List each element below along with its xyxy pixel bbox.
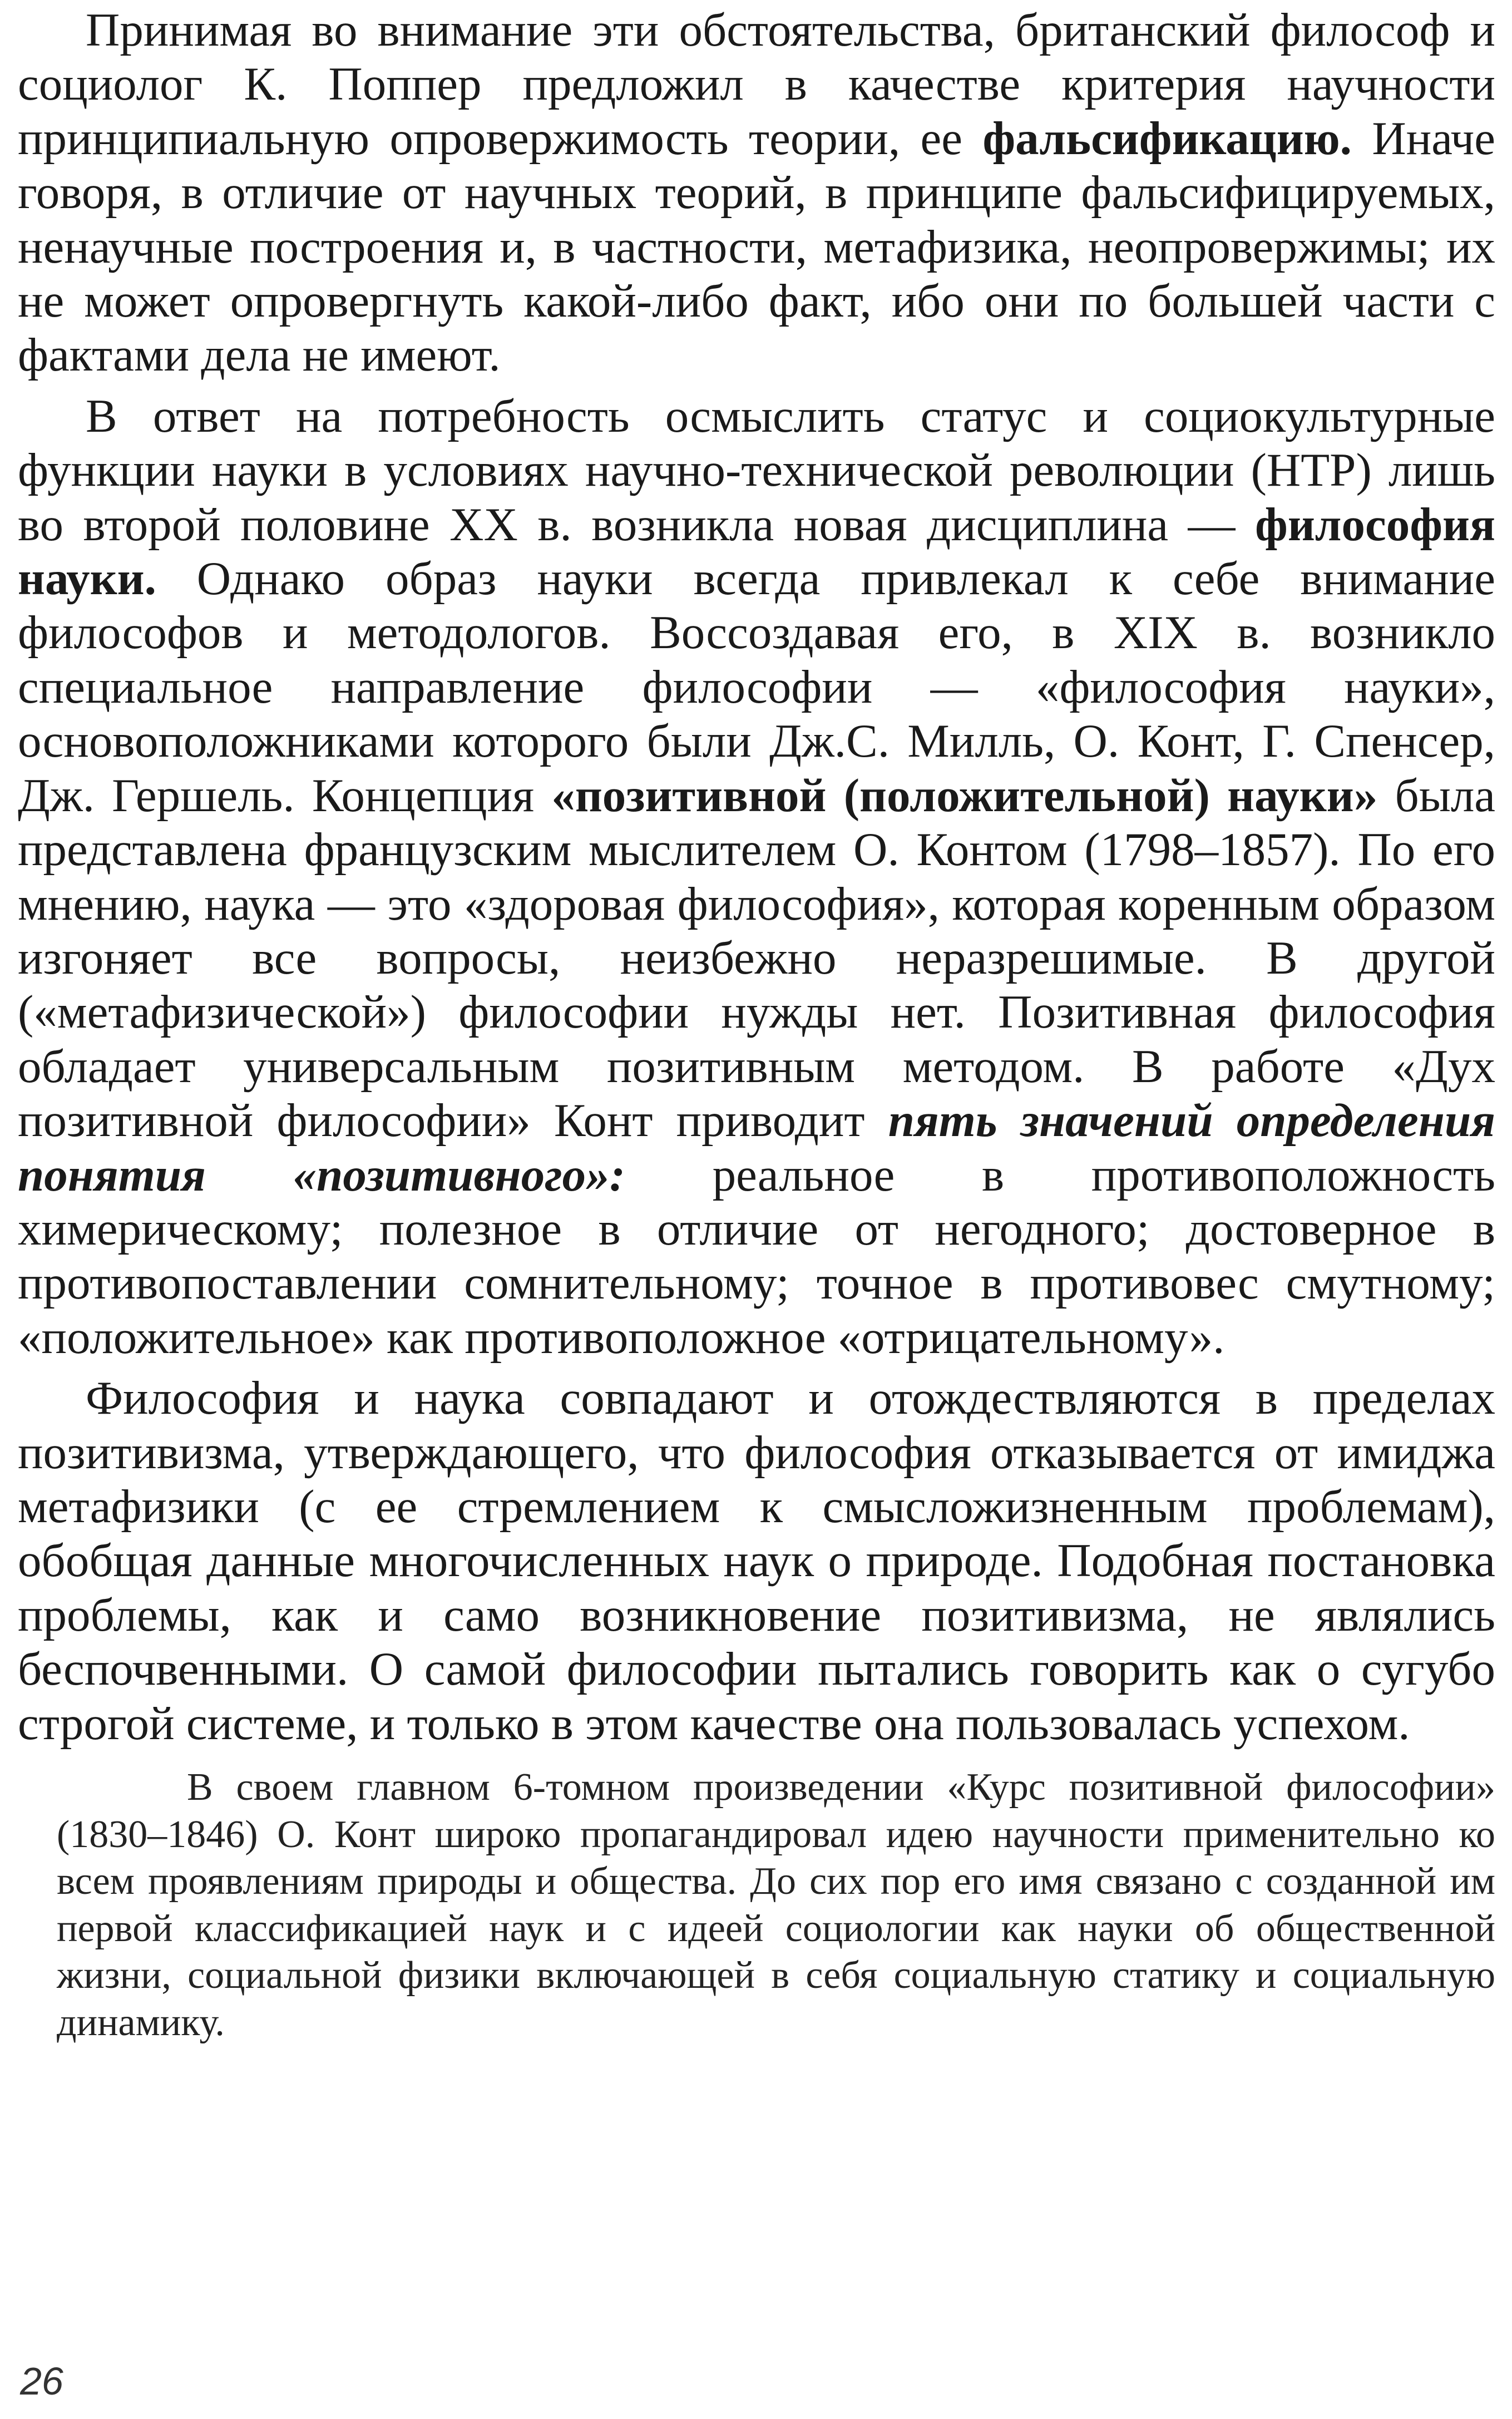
text-run: В ответ на потребность осмыслить статус и социокультурные функции науки в условиях научно-технической революции (НТР) лишь во второй половине XX в. возникла новая дисциплина — xyxy=(18,389,1495,551)
text-run: Однако образ науки всегда привлекал к себе внимание философов и методологов. Воссоздавая его, в XIX в. возникло специальное направление философии — «философия науки», основоположниками которого были Дж.С. Милль, О. Конт, Г. Спенсер, Дж. Гершель. Концепция xyxy=(18,552,1495,822)
emphasis-term: философия науки. xyxy=(18,498,1495,605)
text-run: Иначе говоря, в отличие от научных теорий, в принципе фальсифицируемых, ненаучные построения и, в частности, метафизика, неопровержимы; их не может опровергнуть какой-либо факт, ибо они по большей части с фактами дела не имеют. xyxy=(18,112,1495,382)
page-content xyxy=(18,3,1495,2046)
text-run: была представлена французским мыслителем О. Контом (1798–1857). По его мнению, наука — это «здоровая философия», которая коренным образом изгоняет все вопросы, неизбежно неразрешимые. В другой («метафизической») философии нужды нет. Позитивная философия обладает универсальным позитивным методом. В работе «Дух позитивной философии» Конт приводит xyxy=(18,769,1495,1147)
page-number: 26 xyxy=(20,2359,63,2403)
text-run: Философия и наука совпадают и отождествляются в пределах позитивизма, утверждающего, что философия отказывается от имиджа метафизики (с ее стремлением к смысложизненным проблемам), обобщая данные многочисленных наук о природе. Подобная постановка проблемы, как и само возникновение позитивизма, не являлись беспочвенными. О самой философии пытались говорить как о сугубо строгой системе, и только в этом качестве она пользовалась успехом. xyxy=(18,1372,1495,1750)
note-comte-course: В своем главном 6-томном произведении «Курс позитивной философии» (1830–1846) О. Конт широко пропагандировал идею научности применительно ко всем проявлениям природы и общества. До сих пор его имя связано с созданной им первой классификацией наук и с идеей социологии как науки об общественной жизни, социальной физики включающей в себя социальную статику и социальную динамику. xyxy=(57,1766,1495,2044)
paragraph-positivism xyxy=(18,1371,1495,1751)
text-run: Принимая во внимание эти обстоятельства, британский философ и социолог К. Поппер предложил в качестве критерия научности принципиальную опровержимость теории, ее xyxy=(18,4,1495,165)
emphasis-term: фальсификацию. xyxy=(982,112,1352,165)
text-run: реальное в противоположность химерическому; полезное в отличие от негодного; достоверное в противопоставлении сомнительному; точное в противовес смутному; «положительное» как противоположное «отрицательному». xyxy=(18,1148,1495,1364)
paragraph-philosophy-of-science xyxy=(18,389,1495,1365)
paragraph-popper-falsification xyxy=(18,3,1495,383)
emphasis-term: пять значений определения понятия «позитивного»: xyxy=(18,1094,1496,1201)
emphasis-term: «позитивной (положительной) науки» xyxy=(551,769,1378,822)
